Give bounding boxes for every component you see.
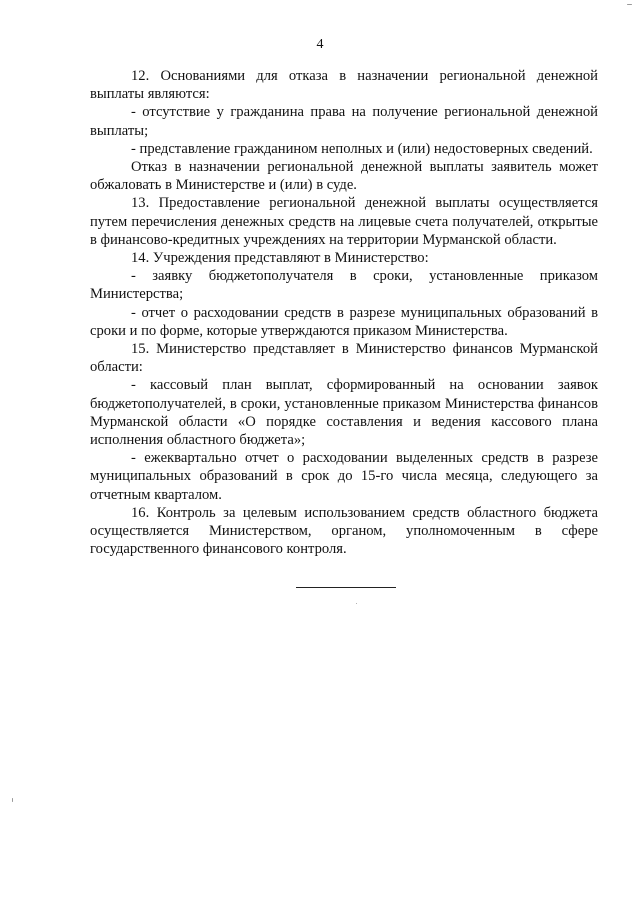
paragraph-15-ministry-submits: 15. Министерство представляет в Министерство финансов Мурманской области: xyxy=(90,341,598,376)
list-item-no-right: - отсутствие у гражданина права на получение региональной денежной выплаты; xyxy=(90,104,598,139)
scan-speck xyxy=(12,798,13,802)
list-item-spending-report: - отчет о расходовании средств в разрезе муниципальных образований в сроки и по форме, которые утверждаются приказом Министерства. xyxy=(90,304,598,339)
paragraph-12-refusal-grounds: 12. Основаниями для отказа в назначении региональной денежной выплаты являются: xyxy=(90,68,598,103)
paragraph-13-payment-transfer: 13. Предоставление региональной денежной выплаты осуществляется путем перечисления денежных средств на лицевые счета получателей, открытые в финансово-кредитных учреждениях на территории Мурманской области. xyxy=(90,195,598,248)
list-item-quarterly-report: - ежеквартально отчет о расходовании выделенных средств в разрезе муниципальных образований в срок до 15-го числа месяца, следующего за отчетным кварталом. xyxy=(90,450,598,503)
paragraph-16-control: 16. Контроль за целевым использованием средств областного бюджета осуществляется Министерством, органом, уполномоченным в сфере государственного финансового контроля. xyxy=(90,504,598,558)
scan-speck xyxy=(627,4,632,5)
list-item-budget-request: - заявку бюджетополучателя в сроки, установленные приказом Министерства; xyxy=(90,268,598,303)
list-item-incomplete-info: - представление гражданином неполных и (или) недостоверных сведений. xyxy=(131,140,593,157)
scan-speck xyxy=(356,603,357,604)
paragraph-14-institutions-submit: 14. Учреждения представляют в Министерство: xyxy=(131,250,429,267)
end-of-text-rule xyxy=(296,587,396,588)
list-item-cash-plan: - кассовый план выплат, сформированный на основании заявок бюджетополучателей, в сроки, установленные приказом Министерства финансов Мурманской области «О порядке составления и ведения кассового плана исполнения областного бюджета»; xyxy=(90,377,598,449)
document-body xyxy=(90,67,598,558)
paragraph-appeal: Отказ в назначении региональной денежной выплаты заявитель может обжаловать в Министерстве и (или) в суде. xyxy=(90,159,598,194)
page-number: 4 xyxy=(316,37,324,52)
